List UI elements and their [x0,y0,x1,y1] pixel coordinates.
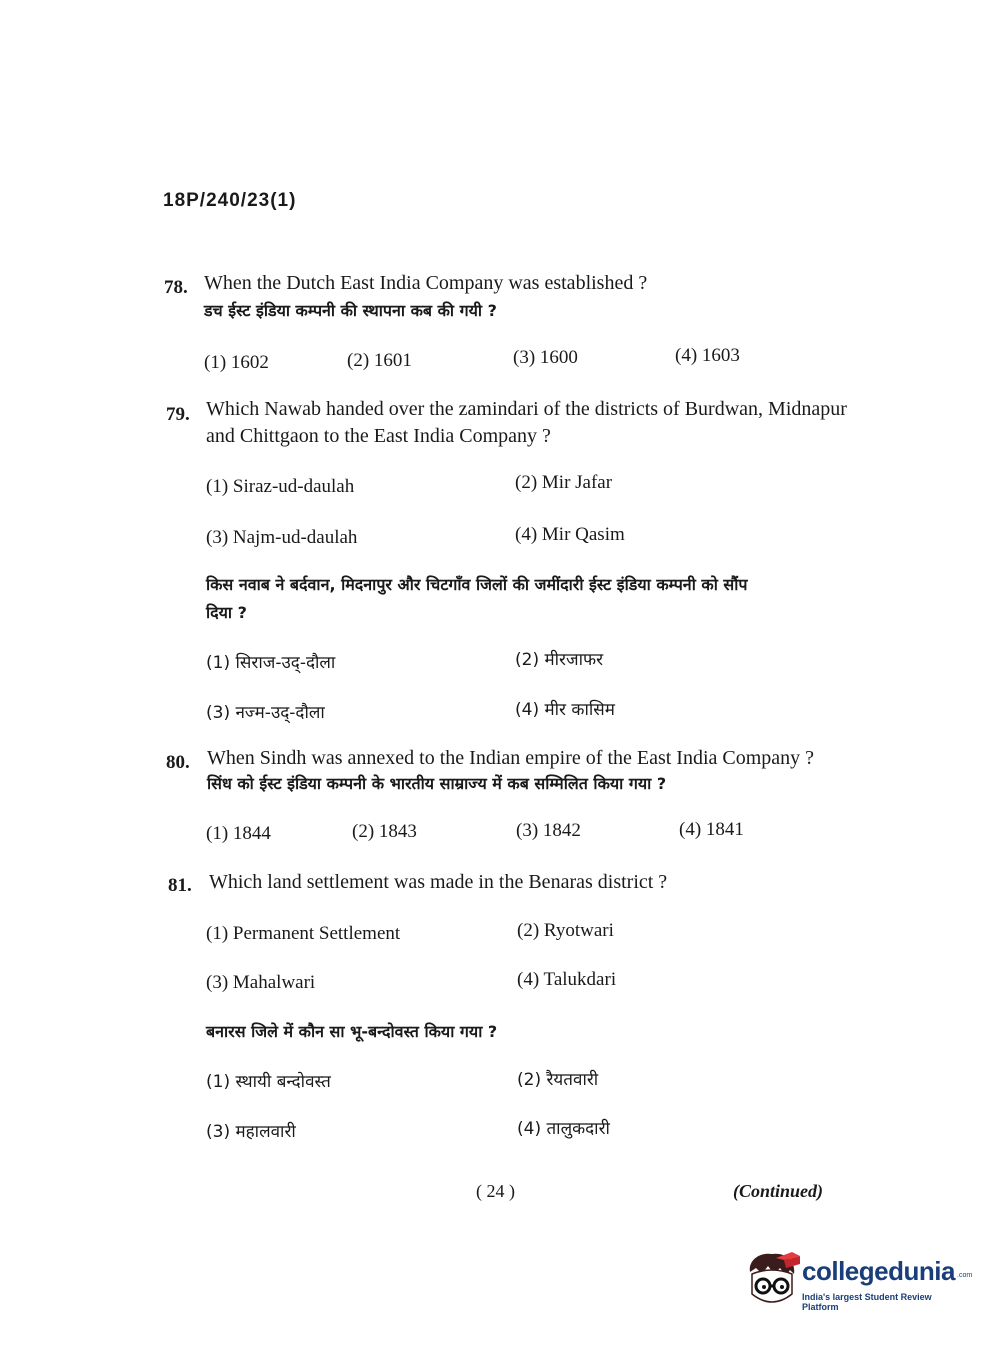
option: (3) Mahalwari [206,972,316,993]
continued-label: (Continued) [733,1181,824,1201]
option: (3) नज्म-उद्-दौला [206,703,325,723]
logo-wordmark: collegedunia [802,1256,955,1286]
option: (2) मीरजाफर [515,650,604,670]
question-text-en: Which Nawab handed over the zamindari of the districts of Burdwan, Midnapur [206,398,847,420]
option: (4) मीर कासिम [515,700,615,720]
question-text-en: When the Dutch East India Company was established ? [204,272,648,294]
question-number: 81. [168,875,192,896]
option: (1) Siraz-ud-daulah [206,476,355,497]
option: (4) तालुकदारी [517,1119,610,1139]
option: (2) 1601 [347,350,412,371]
question-text-hi: सिंध को ईस्ट इंडिया कम्पनी के भारतीय साम्राज्य में कब सम्मिलित किया गया ? [207,774,667,793]
question-text-en: and Chittgaon to the East India Company ? [206,425,551,447]
question-number: 78. [164,277,188,298]
option: (3) 1600 [513,347,578,368]
option: (2) Ryotwari [517,920,614,941]
option: (1) Permanent Settlement [206,923,401,944]
option: (1) 1844 [206,823,271,844]
collegedunia-logo [742,1250,973,1316]
option: (1) स्थायी बन्दोवस्त [206,1072,331,1092]
question-text-hi: डच ईस्ट इंडिया कम्पनी की स्थापना कब की गयी ? [204,301,497,320]
logo-tagline: India's largest Student Review Platform [802,1292,932,1312]
option: (3) Najm-ud-daulah [206,527,358,548]
option: (1) 1602 [204,352,269,373]
option: (2) रैयतवारी [517,1070,599,1090]
question-text-hi: दिया ? [206,603,247,622]
option: (4) 1841 [679,819,744,840]
question-text-hi: बनारस जिले में कौन सा भू-बन्दोवस्त किया गया ? [206,1022,498,1041]
logo-suffix: .com [957,1272,973,1279]
page-number: ( 24 ) [476,1181,515,1201]
option: (2) Mir Jafar [515,472,613,493]
option: (4) Mir Qasim [515,524,625,545]
question-text-hi: किस नवाब ने बर्दवान, मिदनापुर और चिटगाँव जिलों की जमींदारी ईस्ट इंडिया कम्पनी को सौंप [206,575,748,594]
option: (4) 1603 [675,345,740,366]
option: (3) महालवारी [206,1122,296,1142]
question-text-en: When Sindh was annexed to the Indian empire of the East India Company ? [207,747,815,769]
mascot-icon [742,1250,802,1316]
question-number: 79. [166,404,190,425]
option: (3) 1842 [516,820,581,841]
option: (2) 1843 [352,821,417,842]
paper-code: 18P/240/23(1) [163,190,297,211]
question-text-en: Which land settlement was made in the Benaras district ? [209,871,668,893]
question-number: 80. [166,752,190,773]
option: (4) Talukdari [517,969,617,990]
option: (1) सिराज-उद्-दौला [206,653,336,673]
